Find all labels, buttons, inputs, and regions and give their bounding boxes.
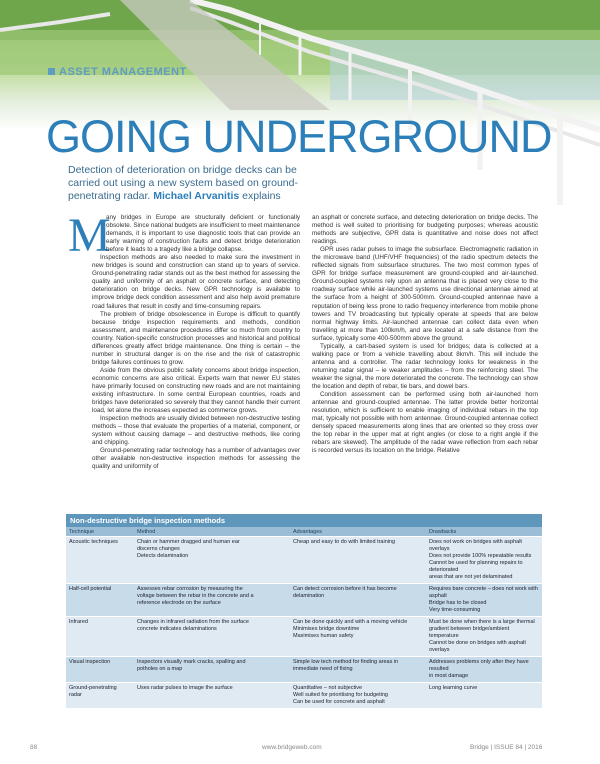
table-header-row — [66, 527, 542, 537]
table-cell-technique: Visual inspection — [66, 657, 134, 683]
cell-line: discerns changes — [137, 546, 180, 552]
lead-text: Detection of deterioration on bridge decks can be carried out using a new system based on ground-penetrating radar. — [68, 164, 298, 202]
cell-line: Can detect corrosion before it has become — [293, 586, 397, 592]
cell-line: Assesses rebar corrosion by measuring the — [137, 586, 243, 592]
cell-line: Cheap and easy to do with limited training — [293, 539, 396, 545]
website-link[interactable]: www.bridgeweb.com — [262, 744, 322, 751]
cell-line: Chain or hammer dragged and human ear — [137, 539, 240, 545]
table-cell-method — [134, 657, 290, 683]
table-cell-drawbacks — [426, 584, 542, 617]
cell-line: Addresses problems only after they have resulted — [429, 659, 529, 672]
paragraph: Typically, a cart-based system is used for bridges; data is collected at a walking pace or from a vehicle travelling about 8km/h. This will include the antenna and a controller. The radar technology looks for weakness in the returning radar signal – ie weaker amplitudes – from the reinforcing steel. The weaker the signal, the more deteriorated the concrete. The technology can show the location and depth of rebar, tie bars, and dowel bars. — [312, 342, 538, 390]
cell-line: Well suited for prioritising for budgeting — [293, 692, 388, 698]
table-row — [66, 537, 542, 584]
paragraph: The problem of bridge obsolescence in Europe is difficult to quantify because bridge inspection requirements and methods, condition assessment, and maintenance procedures differ so much from country to country. Nation-specific construction processes and historical and political differences greatly affect bridge maintenance. One thing is certain – the number in structural danger is on the rise and the risk of catastrophic bridge failures continues to grow. — [92, 310, 300, 366]
paragraph: Condition assessment can be performed using both air-launched horn antennae and ground-coupled antennae. The latter provide better horizontal resolution, which is sufficient to enable imaging of individual rebars in the top mat, typically not possible with horn antennae. Ground-coupled antennae collect densely spaced measurements along lines that are oriented so they cross over the top rebar in the upper mat at right angles (or close to a right angle if the rebars are skewed). The amplitude of the radar wave reflection from each rebar is recorded versus its location on the bridge. Relative — [312, 391, 538, 455]
cell-line: reference electrode on the surface — [137, 600, 221, 606]
column-header: Advantages — [290, 527, 426, 537]
author-name: Michael Arvanitis — [153, 190, 240, 202]
article-column-2 — [312, 214, 538, 455]
paragraph: GPR uses radar pulses to image the subsurface. Electromagnetic radiation in the microwave band (UHF/VHF frequencies) of the radio spectrum detects the reflected signals from subsurface structures. The two most common types of GPR for bridge surface measurement are ground-coupled and air-launched. Ground-coupled systems rely upon an antenna that is placed very close to the roadway surface while air-launched systems use directional antennae aimed at the surface from a height of 300-500mm. Ground-coupled antennae have a reputation of being less prone to radio frequency interference from mobile phone towers and TV broadcasting but typically operate at speeds that are below normal highway limits. Air-launched antennae can collect data even when travelling at more than 100km/h, and are located at a safe distance from the surface, typically some 400-500mm above the ground. — [312, 246, 538, 342]
paragraph: Ground-penetrating radar technology has a number of advantages over other available non-destructive inspection methods for assessing the quality and uniformity of — [92, 447, 300, 471]
table — [66, 527, 542, 708]
table-cell-technique: Acoustic techniques — [66, 537, 134, 584]
cell-line: Uses radar pulses to image the surface — [137, 685, 233, 691]
table-cell-drawbacks — [426, 683, 542, 709]
cell-line: Changes in infrared radiation from the surface — [137, 619, 249, 625]
cell-line: in most damage — [429, 673, 469, 679]
cell-line: Bridge has to be closed — [429, 600, 487, 606]
cell-line: Does not work on bridges with asphalt overlays — [429, 539, 522, 552]
square-icon — [48, 68, 55, 75]
paragraph: an asphalt or concrete surface, and detecting deterioration on bridge decks. The method is well suited to prioritising for budgeting purposes; whereas acoustic methods are subjective, GPR data is quantitative and noise does not affect readings. — [312, 214, 538, 246]
column-header: Drawbacks — [426, 527, 542, 537]
table-cell-method — [134, 584, 290, 617]
table-row — [66, 617, 542, 657]
author-suffix: explains — [239, 190, 281, 202]
table-body — [66, 537, 542, 709]
cell-line: delamination — [293, 593, 325, 599]
article-column-1 — [92, 214, 300, 472]
table-cell-drawbacks — [426, 617, 542, 657]
cell-line: Minimises bridge downtime — [293, 626, 360, 632]
cell-line: Maximises human safety — [293, 633, 354, 639]
table-row — [66, 657, 542, 683]
table-cell-advantages — [290, 683, 426, 709]
cell-line: Can be used for concrete and asphalt — [293, 699, 385, 705]
drop-cap: M — [68, 209, 111, 262]
table-cell-advantages — [290, 537, 426, 584]
cell-line: Does not provide 100% repeatable results — [429, 553, 532, 559]
cell-line: Simple low tech method for finding areas in — [293, 659, 399, 665]
inspection-methods-table — [66, 514, 542, 708]
table-cell-technique: Infrared — [66, 617, 134, 657]
section-tag — [48, 66, 187, 78]
cell-line: Quantitative – not subjective — [293, 685, 363, 691]
table-cell-method — [134, 537, 290, 584]
table-cell-drawbacks — [426, 657, 542, 683]
cell-line: asphalt — [429, 593, 447, 599]
table-row — [66, 683, 542, 709]
paragraph: any bridges in Europe are structurally deficient or functionally obsolete. Since national budgets are insufficient to meet maintenance demands, it is important to use diagnostic tools that can provide an early warning of construction faults and detect bridge deterioration before it leads to a tragedy like a bridge collapse. — [106, 214, 300, 254]
cell-line: Can be done quickly and with a moving vehicle — [293, 619, 408, 625]
paragraph: Inspection methods are usually divided between non-destructive testing methods – those that evaluate the properties of a material, component, or system without causing damage – and destructive methods, like coring and chipping. — [92, 415, 300, 447]
table-cell-technique: Ground-penetrating radar — [66, 683, 134, 709]
cell-line: Inspectors visually mark cracks, spalling and — [137, 659, 246, 665]
paragraph: Inspection methods are also needed to make sure the investment in new bridges is sound and construction can stand up to years of service. Ground-penetrating radar stands out as the best method for assessing the quality and uniformity of an asphalt or concrete surface, and detecting deterioration on bridge decks. New GPR technology is available to improve bridge deck condition assessment and also help avoid premature road failures that result in costly and time-consuming repairs. — [92, 254, 300, 310]
page-title: GOING UNDERGROUND — [46, 111, 552, 162]
cell-line: gradient between bridge/ambient temperature — [429, 626, 510, 639]
table-title: Non-destructive bridge inspection methods — [66, 514, 542, 527]
paragraph: Aside from the obvious public safety concerns about bridge inspection, economic concerns are also critical. Experts warn that newer EU states have primarily focused on constructing new roads and are not maintaining existing infrastructure. In some central European countries, roads and bridges have deteriorated so severely that they cannot handle their current load, let alone the increases expected as commerce grows. — [92, 366, 300, 415]
table-cell-method — [134, 617, 290, 657]
cell-line: Detects delamination — [137, 553, 189, 559]
column-header: Technique — [66, 527, 134, 537]
column-header: Method — [134, 527, 290, 537]
cell-line: immediate need of fixing — [293, 666, 353, 672]
cell-line: Cannot be done on bridges with asphalt overlays — [429, 640, 526, 653]
table-cell-advantages — [290, 657, 426, 683]
page-number: 88 — [30, 744, 38, 751]
cell-line: areas that are not yet delaminated — [429, 574, 513, 580]
cell-line: Cannot be used for planning repairs to deteriorated — [429, 560, 523, 573]
magazine-issue: Bridge | ISSUE 84 | 2016 — [470, 744, 543, 751]
cell-line: Very time-consuming — [429, 607, 481, 613]
cell-line: Requires bare concrete – does not work with — [429, 586, 538, 592]
table-row — [66, 584, 542, 617]
table-cell-drawbacks — [426, 537, 542, 584]
cell-line: potholes on a map — [137, 666, 183, 672]
table-cell-advantages — [290, 584, 426, 617]
table-cell-technique: Half-cell potential — [66, 584, 134, 617]
cell-line: Long learning curve — [429, 685, 478, 691]
lead-paragraph — [68, 164, 328, 203]
section-label: ASSET MANAGEMENT — [59, 66, 187, 78]
cell-line: concrete indicates delaminations — [137, 626, 217, 632]
cell-line: voltage between the rebar in the concrete and a — [137, 593, 254, 599]
table-cell-advantages — [290, 617, 426, 657]
table-cell-method — [134, 683, 290, 709]
cell-line: Must be done when there is a large thermal — [429, 619, 535, 625]
